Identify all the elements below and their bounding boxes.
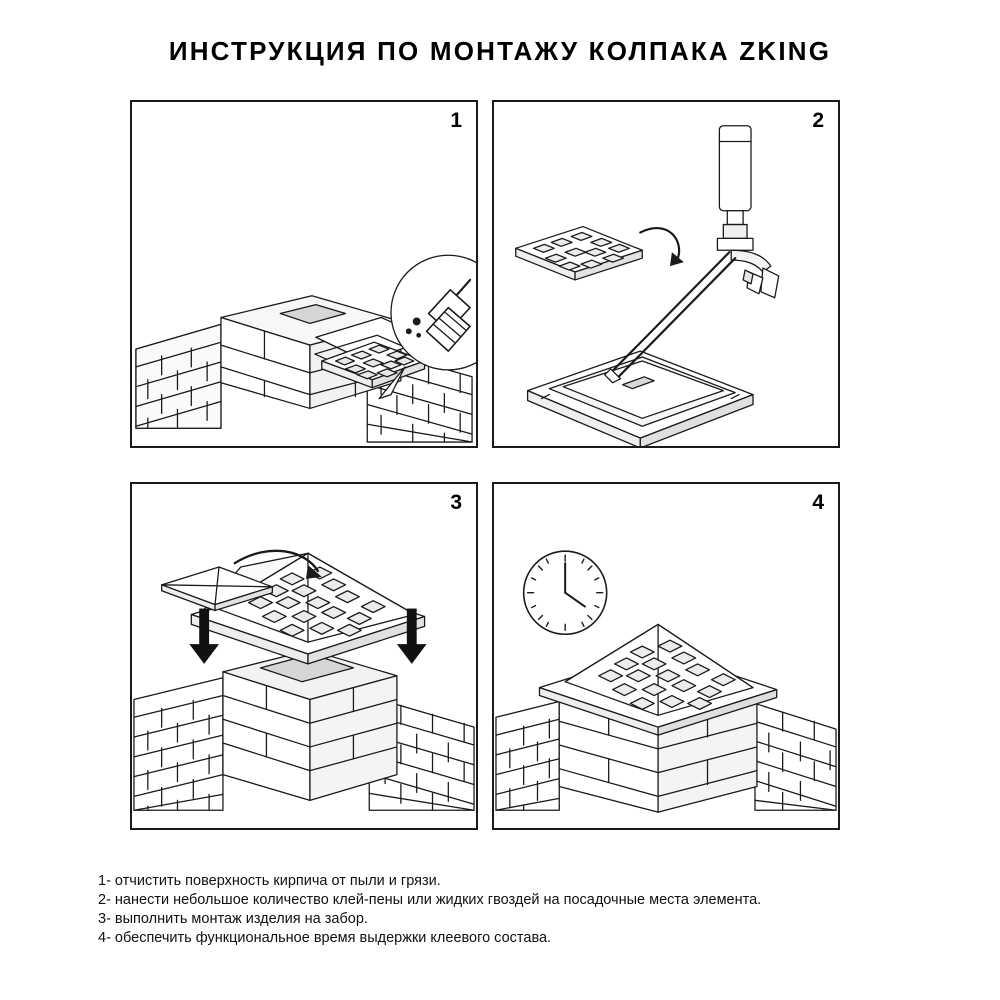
page-title: ИНСТРУКЦИЯ ПО МОНТАЖУ КОЛПАКА ZKING: [168, 36, 832, 66]
cap-plate: [516, 227, 643, 280]
caption-list: [98, 872, 948, 948]
panel-number: 1: [450, 109, 462, 132]
panel-step-2: [492, 100, 840, 448]
panel-number: 3: [450, 491, 462, 514]
panel-step-3: [130, 482, 478, 830]
panel-grid: [130, 100, 870, 840]
brick-pillar: [223, 650, 397, 800]
caption-step-4: 4- обеспечить функциональное время выдержки клеевого состава.: [98, 930, 552, 946]
caption-step-2: 2- нанести небольшое количество клей-пены или жидких гвоздей на посадочные места элемента.: [98, 892, 762, 908]
cap-base-tray: [528, 351, 753, 446]
panel-number: 4: [812, 491, 824, 514]
foam-canister-icon: [719, 126, 751, 225]
clock-icon: [524, 551, 607, 634]
caption-step-3: 3- выполнить монтаж изделия на забор.: [98, 911, 368, 927]
panel-step-4: [492, 482, 840, 830]
caption-step-1: 1- отчистить поверхность кирпича от пыли и грязи.: [98, 873, 441, 889]
curved-arrow-icon: [640, 228, 683, 266]
panel-number: 2: [812, 109, 824, 132]
panel-step-1: [130, 100, 478, 448]
